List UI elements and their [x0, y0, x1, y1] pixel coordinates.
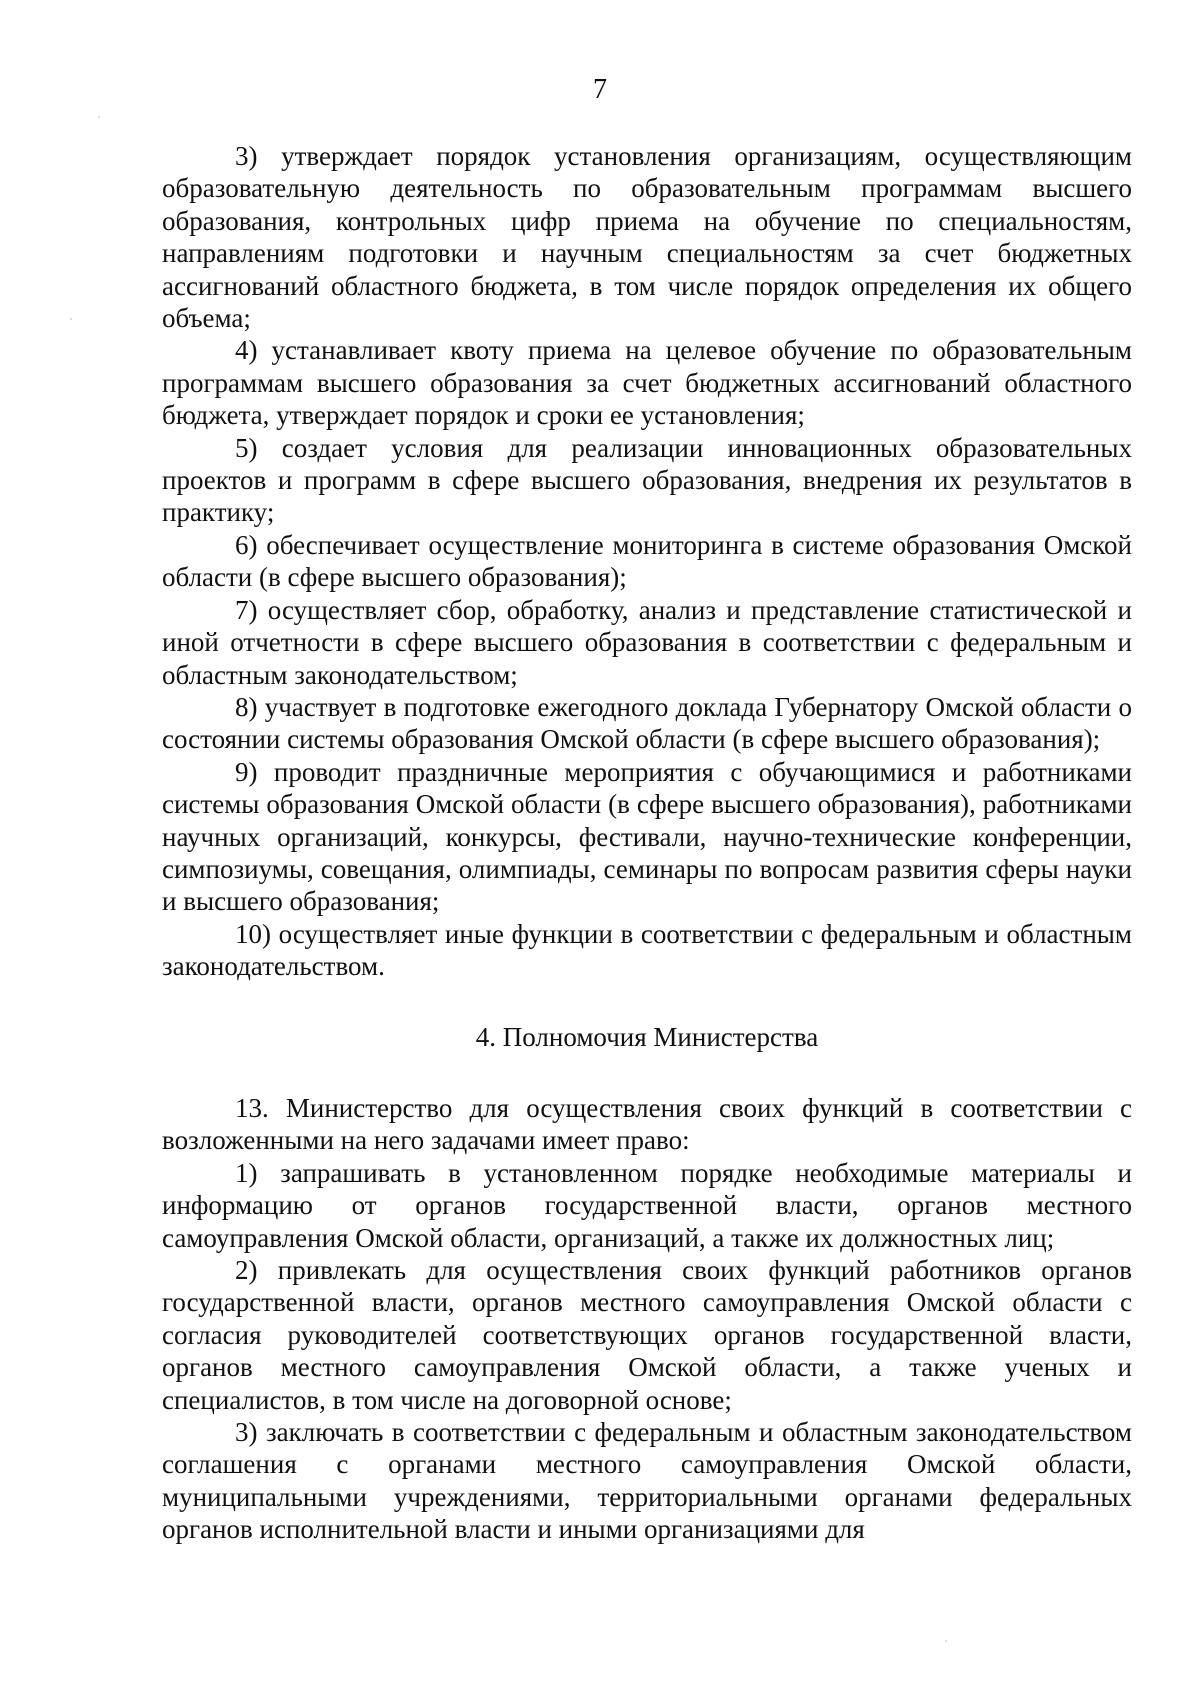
paragraph-item-7: 7) осуществляет сбор, обработку, анализ и представление статистической и иной отчетности в сфере высшего образования в соответствии с федеральным и областным законодательством; — [162, 594, 1132, 690]
paragraph-item-9: 9) проводит праздничные мероприятия с обучающимися и работниками системы образования Омской области (в сфере высшего образования), работниками научных организаций, конкурсы, фестивали, научно-технические конференции, симпозиумы, совещания, олимпиады, семинары по вопросам развития сферы науки и высшего образования; — [162, 756, 1132, 917]
paragraph-item-3: 3) утверждает порядок установления организациям, осуществляющим образовательную деятельность по образовательным программам высшего образования, контрольных цифр приема на обучение по специальностям, направлениям подготовки и научным специальностям за счет бюджетных ассигнований областного бюджета, в том числе порядок определения их общего объема; — [162, 141, 1132, 334]
paragraph-item-8: 8) участвует в подготовке ежегодного доклада Губернатору Омской области о состоянии системы образования Омской области (в сфере высшего образования); — [162, 691, 1132, 755]
page-number: 7 — [593, 74, 607, 105]
scan-speck — [70, 318, 72, 320]
paragraph-item-10: 10) осуществляет иные функции в соответствии с федеральным и областным законодательством. — [162, 918, 1132, 982]
document-body — [162, 140, 1132, 1546]
paragraph-right-2: 2) привлекать для осуществления своих функций работников органов государственной власти, органов местного самоуправления Омской области с согласия руководителей соответствующих органов государственной власти, органов местного самоуправления Омской области, а также ученых и специалистов, в том числе на договорной основе; — [162, 1255, 1132, 1415]
paragraph-right-1: 1) запрашивать в установленном порядке необходимые материалы и информацию от органов государственной власти, органов местного самоуправления Омской области, организаций, а также их должностных лиц; — [162, 1157, 1132, 1253]
scan-speck — [945, 1640, 947, 1642]
paragraph-item-6: 6) обеспечивает осуществление мониторинга в системе образования Омской области (в сфере высшего образования); — [162, 529, 1132, 593]
paragraph-item-5: 5) создает условия для реализации инновационных образовательных проектов и программ в сфере высшего образования, внедрения их результатов в практику; — [162, 432, 1132, 528]
section-heading: 4. Полномочия Министерства — [475, 1021, 819, 1052]
scan-speck — [98, 116, 100, 118]
paragraph-clause-13: 13. Министерство для осуществления своих функций в соответствии с возложенными на него задачами имеет право: — [162, 1092, 1132, 1156]
paragraph-item-4: 4) устанавливает квоту приема на целевое обучение по образовательным программам высшего образования за счет бюджетных ассигнований областного бюджета, утверждает порядок и сроки ее установления; — [162, 335, 1132, 431]
paragraph-right-3: 3) заключать в соответствии с федеральным и областным законодательством соглашения с органами местного самоуправления Омской области, муниципальными учреждениями, территориальными органами федеральных органов исполнительной власти и иными организациями для — [162, 1417, 1132, 1545]
